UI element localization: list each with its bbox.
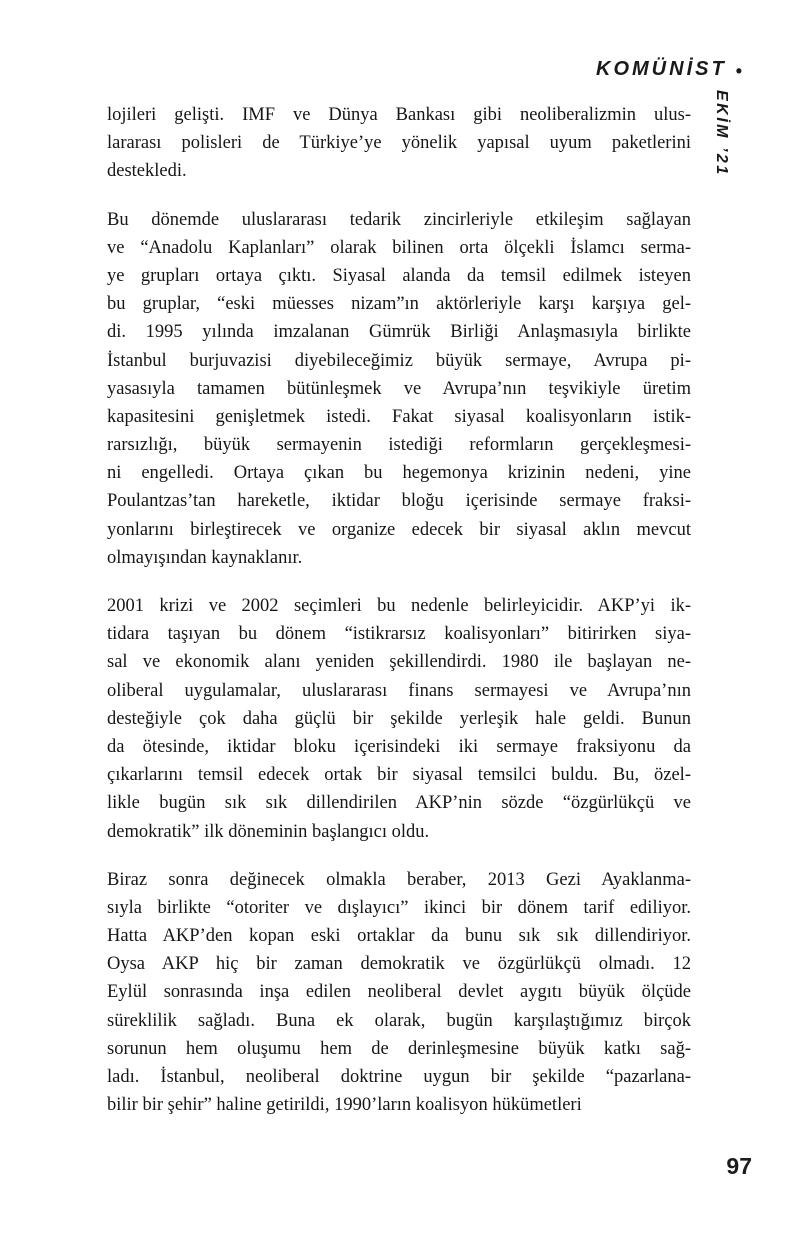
paragraph [107, 592, 691, 846]
text-line: kapasitesini genişletmek istedi. Fakat siyasal koalisyonların istik- [107, 406, 691, 427]
paragraph [107, 866, 691, 1120]
text-line: sıyla birlikte “otoriter ve dışlayıcı” ikinci bir dönem tarif ediliyor. [107, 897, 691, 918]
text-line: Hatta AKP’den kopan eski ortaklar da bunu sık sık dillendiriyor. [107, 926, 691, 947]
text-line: Eylül sonrasında inşa edilen neoliberal devlet aygıtı büyük ölçüde [107, 982, 691, 1003]
text-line: demokratik” ilk döneminin başlangıcı oldu. [107, 821, 430, 842]
text-line: rarsızlığı, büyük sermayenin istediği reformların gerçekleşmesi- [107, 435, 691, 456]
text-line: lojileri gelişti. IMF ve Dünya Bankası gibi neoliberalizmin ulus- [107, 105, 691, 125]
text-line: İstanbul burjuvazisi diyebileceğimiz büyük sermaye, Avrupa pi- [107, 350, 691, 371]
issue-label-vertical: EKİM ’21 [713, 90, 730, 177]
paragraph [107, 206, 691, 572]
text-line: Poulantzas’tan hareketle, iktidar bloğu içerisinde sermaye fraksi- [107, 491, 691, 512]
text-line: desteğiyle çok daha güçlü bir şekilde yerleşik hale geldi. Bunun [107, 708, 691, 729]
text-line: da ötesinde, iktidar bloku içerisindeki iki sermaye fraksiyonu da [107, 736, 691, 757]
text-line: sorunun hem oluşumu hem de derinleşmesine büyük katkı sağ- [107, 1038, 691, 1059]
text-line: ye grupları ortaya çıktı. Siyasal alanda da temsil edilmek isteyen [107, 265, 691, 286]
masthead [596, 58, 742, 81]
text-line: lararası polisleri de Türkiye’ye yönelik yapısal uyum paketlerini [107, 133, 691, 154]
text-line: tidara taşıyan bu dönem “istikrarsız koalisyonları” bitirirken siya- [107, 624, 691, 645]
text-line: yonlarını birleştirecek ve organize edecek bir siyasal aklın mevcut [107, 519, 691, 540]
text-line: likle bugün sık sık dillendirilen AKP’nin sözde “özgürlükçü ve [107, 793, 691, 814]
text-line: destekledi. [107, 161, 187, 182]
text-line: olmayışından kaynaklanır. [107, 547, 303, 568]
text-line: Biraz sonra değinecek olmakla beraber, 2013 Gezi Ayaklanma- [107, 869, 691, 890]
paragraph [107, 101, 691, 186]
text-line: ni engelledi. Ortaya çıkan bu hegemonya krizinin nedeni, yine [107, 463, 691, 484]
text-line: oliberal uygulamalar, uluslararası finans sermayesi ve Avrupa’nın [107, 680, 691, 701]
text-line: ladı. İstanbul, neoliberal doktrine uygun bir şekilde “pazarlana- [107, 1067, 691, 1087]
text-line: di. 1995 yılında imzalanan Gümrük Birliği Anlaşmasıyla birlikte [107, 322, 691, 343]
masthead-bullet-icon: • [735, 60, 742, 81]
text-line: ve “Anadolu Kaplanları” olarak bilinen orta ölçekli İslamcı serma- [107, 237, 691, 258]
text-line: çıkarlarını temsil edecek ortak bir siyasal temsilci buldu. Bu, özel- [107, 765, 691, 786]
text-line: Oysa AKP hiç bir zaman demokratik ve özgürlükçü olmadı. 12 [107, 954, 691, 975]
body-text [107, 101, 691, 1139]
text-line: yasasıyla tamamen bütünleşmek ve Avrupa’nın teşvikiyle üretim [107, 378, 691, 399]
text-line: Bu dönemde uluslararası tedarik zincirleriyle etkileşim sağlayan [107, 209, 691, 230]
text-line: sal ve ekonomik alanı yeniden şekillendirdi. 1980 ile başlayan ne- [107, 652, 691, 673]
text-line: bilir bir şehir” haline getirildi, 1990’ların koalisyon hükümetleri [107, 1095, 582, 1116]
page-number: 97 [726, 1153, 752, 1179]
text-line: 2001 krizi ve 2002 seçimleri bu nedenle belirleyicidir. AKP’yi ik- [107, 596, 691, 616]
text-line: süreklilik sağladı. Buna ek olarak, bugün karşılaştığımız birçok [107, 1010, 691, 1031]
masthead-title: KOMÜNİST [596, 58, 727, 80]
text-line: bu gruplar, “eski müesses nizam”ın aktörleriyle karşı karşıya gel- [107, 294, 691, 315]
